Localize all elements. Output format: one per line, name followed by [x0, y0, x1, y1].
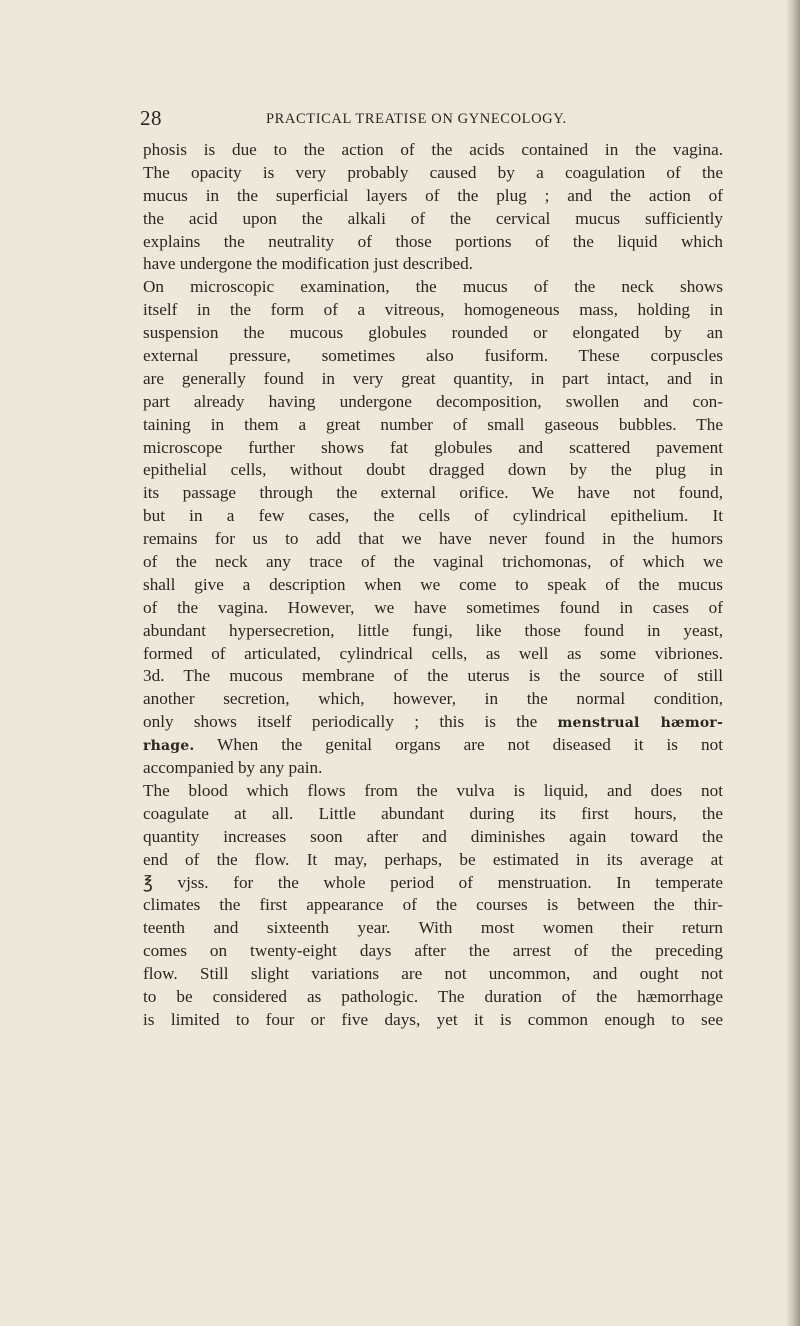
text-line: accompanied by any pain.	[143, 758, 323, 778]
text-fragment: only shows itself periodically ; this is the	[143, 712, 538, 732]
text-line: of the neck any trace of the vaginal trichomonas, of which we	[143, 552, 723, 572]
text-line: another secretion, which, however, in the normal condition,	[143, 689, 723, 709]
text-line: quantity increases soon after and diminishes again toward the	[143, 826, 723, 846]
text-fragment: When the genital organs are not diseased it is not	[217, 735, 723, 755]
text-line: but in a few cases, the cells of cylindrical epithelium. It	[143, 506, 723, 526]
text-line: external pressure, sometimes also fusiform. These corpuscles	[143, 346, 723, 366]
text-line-with-term	[143, 711, 723, 734]
text-line: part already having undergone decomposition, swollen and con-	[143, 391, 723, 411]
text-line: of the vagina. However, we have sometimes found in cases of	[143, 597, 723, 617]
text-line: comes on twenty-eight days after the arrest of the preceding	[143, 941, 723, 961]
text-line: climates the first appearance of the courses is between the thir-	[143, 895, 723, 915]
text-line: formed of articulated, cylindrical cells, as well as some vibriones.	[143, 643, 723, 663]
text-line: shall give a description when we come to speak of the mucus	[143, 574, 723, 594]
text-line: taining in them a great number of small gaseous bubbles. The	[143, 414, 723, 434]
text-line: epithelial cells, without doubt dragged down by the plug in	[143, 460, 723, 480]
text-line: coagulate at all. Little abundant during its first hours, the	[143, 803, 723, 823]
bold-term-menstrual-haemorrhage: menstrual hæmor-	[557, 715, 723, 732]
text-line: abundant hypersecretion, little fungi, like those found in yeast,	[143, 620, 723, 640]
page-number: 28	[140, 106, 162, 130]
bold-term-continuation: rhage.	[143, 738, 195, 755]
text-line: the acid upon the alkali of the cervical mucus sufficiently	[143, 208, 723, 228]
text-line: 3d. The mucous membrane of the uterus is the source of still	[143, 666, 723, 686]
text-line: flow. Still slight variations are not uncommon, and ought not	[143, 964, 723, 984]
text-line: phosis is due to the action of the acids contained in the vagina.	[143, 140, 723, 159]
text-line: itself in the form of a vitreous, homogeneous mass, holding in	[143, 300, 723, 320]
text-line: microscope further shows fat globules and scattered pavement	[143, 437, 723, 457]
text-line: The blood which flows from the vulva is liquid, and does not	[143, 780, 723, 800]
text-line: have undergone the modification just described.	[143, 254, 473, 274]
text-line: suspension the mucous globules rounded or elongated by an	[143, 323, 723, 343]
text-line: end of the flow. It may, perhaps, be estimated in its average at	[143, 849, 723, 869]
text-line: are generally found in very great quantity, in part intact, and in	[143, 368, 723, 388]
text-line-with-term	[143, 734, 723, 757]
text-line: teenth and sixteenth year. With most women their return	[143, 918, 723, 938]
text-line: mucus in the superficial layers of the plug ; and the action of	[143, 185, 723, 205]
text-line: ℥ vjss. for the whole period of menstruation. In temperate	[143, 872, 723, 892]
text-line: On microscopic examination, the mucus of the neck shows	[143, 277, 723, 297]
running-title: PRACTICAL TREATISE ON GYNECOLOGY.	[266, 111, 567, 127]
running-head	[140, 106, 740, 130]
text-line: explains the neutrality of those portions of the liquid which	[143, 231, 723, 251]
body-text	[143, 139, 723, 1032]
text-line: remains for us to add that we have never found in the humors	[143, 529, 723, 549]
text-line: The opacity is very probably caused by a coagulation of the	[143, 162, 723, 182]
text-line: its passage through the external orifice. We have not found,	[143, 483, 723, 503]
page-edge-shadow	[786, 0, 800, 1326]
text-line: to be considered as pathologic. The duration of the hæmorrhage	[143, 986, 723, 1006]
text-line: is limited to four or five days, yet it is common enough to see	[143, 1009, 723, 1029]
